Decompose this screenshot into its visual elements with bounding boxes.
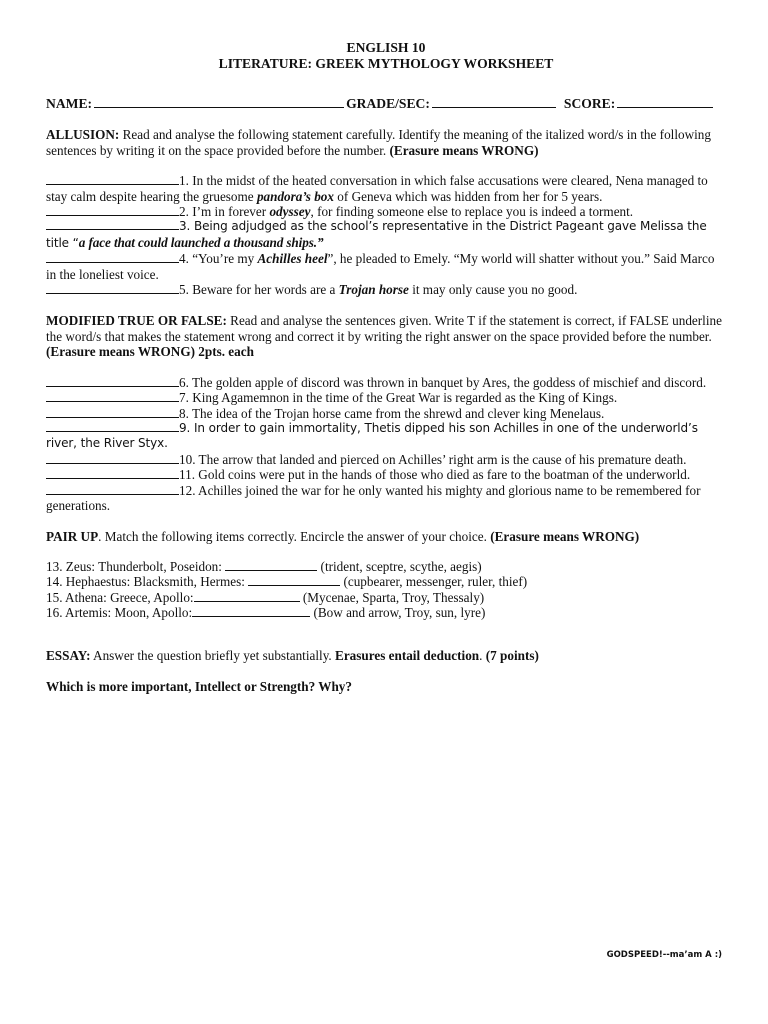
list-item: 10. The arrow that landed and pierced on Achilles’ right arm is the cause of his premature death. — [46, 452, 726, 467]
grade-field[interactable] — [432, 96, 556, 108]
score-field[interactable] — [617, 96, 713, 108]
allusion-term: Trojan horse — [338, 282, 409, 298]
worksheet-title: LITERATURE: GREEK MYTHOLOGY WORKSHEET — [218, 56, 554, 71]
pairup-instructions: PAIR UP. Match the following items correctly. Encircle the answer of your choice. (Erasure means WRONG) — [46, 529, 640, 545]
essay-instructions: ESSAY: Answer the question briefly yet substantially. Erasures entail deduction. (7 points) — [46, 648, 539, 664]
answer-blank[interactable] — [46, 283, 179, 294]
pair-up-section — [46, 529, 726, 620]
student-info-row — [46, 96, 726, 111]
list-item: 5. Beware for her words are a Trojan horse it may only cause you no good. — [46, 282, 726, 297]
answer-blank[interactable] — [192, 606, 310, 617]
list-item: 1. In the midst of the heated conversation in which false accusations were cleared, Nena managed to stay calm despite hearing the gruesome pandora’s box of Geneva which was hidden from her for 5 years. — [46, 173, 708, 204]
allusion-term: odyssey — [269, 204, 311, 220]
allusion-term: Achilles heel — [257, 251, 328, 267]
grade-label: GRADE/SEC: — [346, 96, 430, 111]
allusion-term: pandora’s box — [256, 188, 334, 204]
name-label: NAME: — [46, 96, 93, 111]
list-item: 8. The idea of the Trojan horse came from the shrewd and clever king Menelaus. — [46, 406, 726, 421]
answer-blank[interactable] — [46, 468, 179, 479]
score-label: SCORE: — [563, 96, 616, 111]
answer-blank[interactable] — [248, 575, 340, 586]
essay-section — [46, 648, 726, 694]
pairup-heading: PAIR UP — [46, 529, 99, 545]
answer-blank[interactable] — [46, 205, 179, 216]
modified-instructions: MODIFIED TRUE OR FALSE: Read and analyse the sentences given. Write T if the statement is correct, if FALSE underline the word/s that makes the statement wrong and correct it by writing the right answer on the space provided before the number. (Erasure means WRONG) 2pts. each — [46, 313, 722, 360]
pairup-warning: (Erasure means WRONG) — [490, 529, 640, 545]
answer-blank[interactable] — [46, 376, 179, 387]
list-item: 13. Zeus: Thunderbolt, Poseidon: (trident, sceptre, scythe, aegis) — [46, 558, 482, 574]
list-item: 4. “You’re my Achilles heel”, he pleaded to Emely. “My world will shatter without you.” Said Marco in the loneliest voice. — [46, 251, 715, 282]
answer-blank[interactable] — [46, 391, 179, 402]
list-item: 16. Artemis: Moon, Apollo: (Bow and arrow, Troy, sun, lyre) — [46, 604, 486, 620]
answer-blank[interactable] — [194, 591, 300, 602]
footer-signature: GODSPEED!--ma’am A :) — [606, 950, 722, 960]
answer-blank[interactable] — [46, 421, 179, 432]
list-item: 14. Hephaestus: Blacksmith, Hermes: (cupbearer, messenger, ruler, thief) — [46, 574, 528, 590]
answer-blank[interactable] — [225, 560, 317, 571]
answer-blank[interactable] — [46, 453, 179, 464]
answer-blank[interactable] — [46, 484, 179, 495]
essay-heading: ESSAY: — [46, 648, 91, 664]
allusion-term: a face that could launched a thousand ships.” — [78, 234, 324, 250]
list-item: 11. Gold coins were put in the hands of those who died as fare to the boatman of the underworld. — [46, 467, 726, 482]
answer-blank[interactable] — [46, 219, 179, 230]
answer-blank[interactable] — [46, 407, 179, 418]
allusion-instructions — [46, 127, 726, 158]
list-item: 2. I’m in forever odyssey, for finding someone else to replace you is indeed a torment. — [46, 204, 726, 219]
essay-points: (7 points) — [485, 648, 539, 664]
modified-true-false-section — [46, 313, 726, 513]
list-item: 15. Athena: Greece, Apollo: (Mycenae, Sparta, Troy, Thessaly) — [46, 589, 485, 605]
name-field[interactable] — [94, 96, 344, 108]
allusion-warning: (Erasure means WRONG) — [389, 142, 539, 158]
list-item: 12. Achilles joined the war for he only wanted his mighty and glorious name to be remembered for generations. — [46, 482, 701, 513]
modified-warning: (Erasure means WRONG) 2pts. each — [46, 344, 254, 360]
allusion-heading: ALLUSION: — [46, 127, 120, 143]
list-item: 9. In order to gain immortality, Thetis dipped his son Achilles in one of the underworld’s river, the River Styx. — [46, 420, 698, 451]
modified-heading: MODIFIED TRUE OR FALSE: — [46, 313, 227, 329]
essay-question: Which is more important, Intellect or Strength? Why? — [46, 678, 352, 694]
list-item: 6. The golden apple of discord was thrown in banquet by Ares, the goddess of mischief and discord. — [46, 375, 726, 390]
allusion-section — [46, 127, 726, 297]
list-item: 7. King Agamemnon in the time of the Great War is regarded as the King of Kings. — [46, 390, 726, 405]
allusion-instructions-text: Read and analyse the following statement carefully. Identify the meaning of the italized word/s in the following sentences by writing it on the space provided before the number. — [46, 127, 711, 158]
answer-blank[interactable] — [46, 252, 179, 263]
subject-title: ENGLISH 10 — [346, 40, 426, 55]
answer-blank[interactable] — [46, 174, 179, 185]
list-item: 3. Being adjudged as the school’s representative in the District Pageant gave Melissa the title “a face that could launched a thousand ships.” — [46, 219, 707, 250]
